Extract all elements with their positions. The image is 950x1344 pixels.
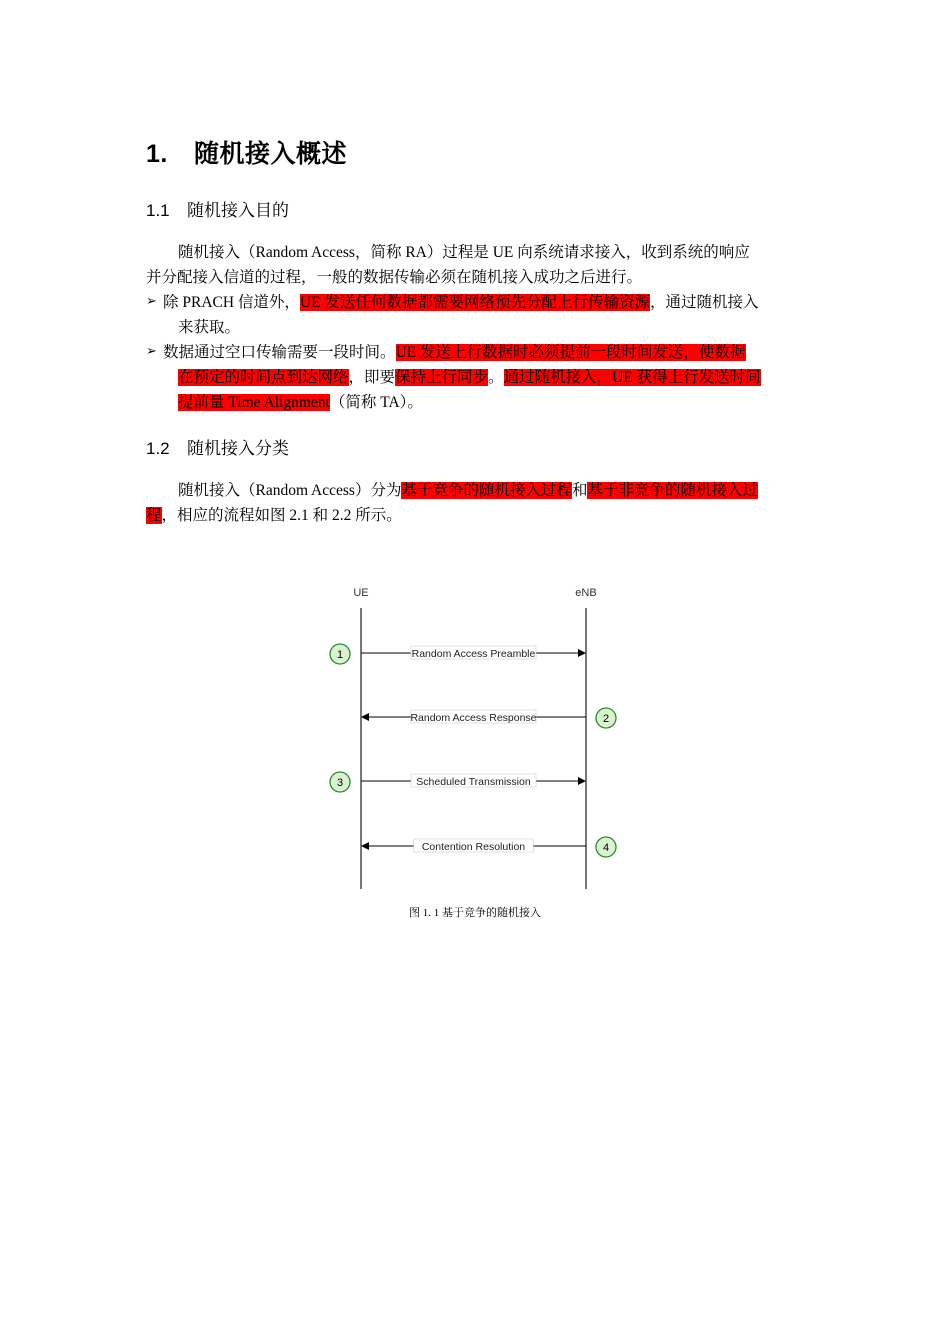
bullet2-text-a: 数据通过空口传输需要一段时间。 <box>163 344 396 361</box>
message-label: Scheduled Transmission <box>416 776 531 788</box>
bullet2-highlight-e: 提前量 Time Alignment <box>178 394 330 411</box>
sequence-diagram <box>320 575 630 895</box>
step-number: 4 <box>602 842 610 854</box>
bullet2-highlight-c: 保持上行同步 <box>395 369 489 386</box>
bullet2-line1 <box>163 340 746 362</box>
step-number: 2 <box>602 713 610 725</box>
heading-1-2-text: 随机接入分类 <box>187 439 289 458</box>
heading-1-1-number: 1.1 <box>146 201 170 220</box>
bullet2-text-d: （简称 TA）。 <box>329 394 423 411</box>
message-label: Random Access Response <box>410 712 537 724</box>
para2-text-b: 和 <box>571 482 588 499</box>
message-label: Contention Resolution <box>421 841 526 853</box>
heading-1-2 <box>146 434 289 459</box>
para2-line1 <box>178 478 758 500</box>
bullet1-highlight-a: UE 发送任何数据都需要网络预先分配上行传输资源 <box>299 294 650 311</box>
ue-label: UE <box>353 587 369 599</box>
bullet1-text-a: 除 PRACH 信道外， <box>163 294 300 311</box>
bullet2-text-b: ，即要 <box>348 369 396 386</box>
para1-line1: 随机接入（Random Access，简称 RA）过程是 UE 向系统请求接入，收到系统的响应 <box>178 244 750 261</box>
bullet2-highlight-b: 在预定的时间点到达网络 <box>178 369 349 386</box>
step-number: 1 <box>336 649 344 661</box>
para2-highlight-b: 基于非竞争的随机接入过 <box>587 482 758 499</box>
heading-1 <box>146 134 347 170</box>
para2-highlight-c: 程 <box>146 507 162 524</box>
bullet1-line2: 来获取。 <box>178 319 241 336</box>
message-label: Random Access Preamble <box>411 648 536 660</box>
bullet1-text-b: ，通过随机接入 <box>649 294 759 311</box>
bullet2-line2 <box>178 365 761 387</box>
bullet2-text-c: 。 <box>488 369 504 386</box>
bullet2-highlight-a: UE 发送上行数据时必须提前一段时间发送，使数据 <box>395 344 746 361</box>
heading-1-1 <box>146 196 289 221</box>
enb-label: eNB <box>575 587 597 599</box>
para1-line2: 并分配接入信道的过程，一般的数据传输必须在随机接入成功之后进行。 <box>146 269 643 286</box>
bullet2-highlight-d: 通过随机接入，UE 获得上行发送时间 <box>503 369 761 386</box>
bullet-marker-icon: ➢ <box>146 343 157 358</box>
heading-1-2-number: 1.2 <box>146 439 170 458</box>
para2-line2 <box>146 503 402 525</box>
heading-1-text: 随机接入概述 <box>194 140 348 168</box>
bullet1-line1 <box>163 290 759 312</box>
heading-1-1-text: 随机接入目的 <box>187 201 289 220</box>
para2-highlight-a: 基于竞争的随机接入过程 <box>401 482 572 499</box>
para2-text-c: ，相应的流程如图 2.1 和 2.2 所示。 <box>161 507 402 524</box>
step-number: 3 <box>336 777 344 789</box>
bullet-marker-icon: ➢ <box>146 293 157 308</box>
bullet2-line3 <box>178 390 423 412</box>
para2-text-a: 随机接入（Random Access）分为 <box>178 482 402 499</box>
heading-1-number: 1. <box>146 140 168 168</box>
figure-caption: 图 1. 1 基于竞争的随机接入 <box>409 907 541 919</box>
